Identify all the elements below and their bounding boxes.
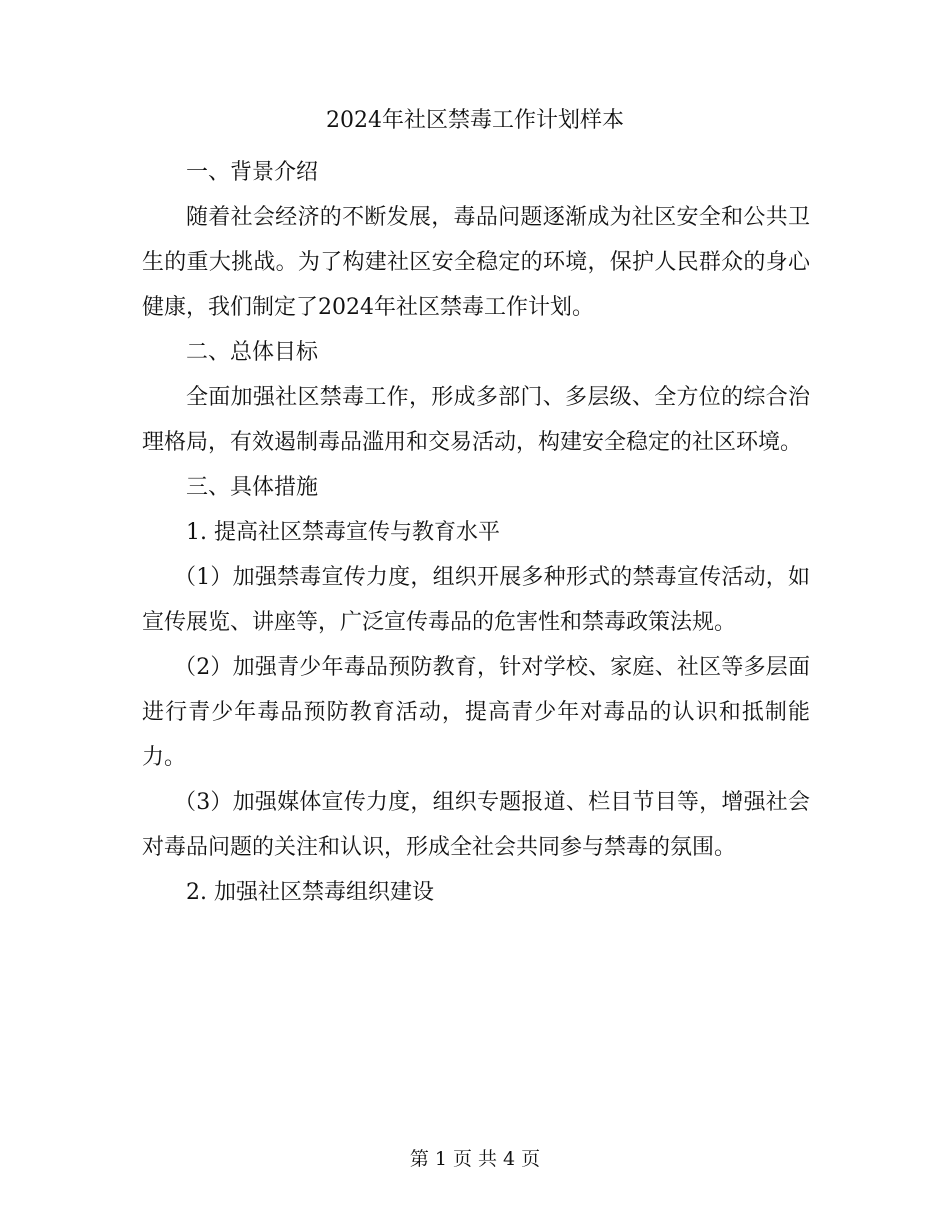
document-title: 2024年社区禁毒工作计划样本: [326, 108, 624, 133]
list-item-measure-1: （1）加强禁毒宣传力度，组织开展多种形式的禁毒宣传活动，如宣传展览、讲座等，广泛宣传毒品的危害性和禁毒政策法规。: [142, 565, 810, 635]
section-heading-overall-goal: 二、总体目标: [186, 340, 319, 365]
subsection-heading-organization: 2. 加强社区禁毒组织建设: [186, 880, 434, 905]
paragraph-background: 随着社会经济的不断发展，毒品问题逐渐成为社区安全和公共卫生的重大挑战。为了构建社区安全稳定的环境，保护人民群众的身心健康，我们制定了2024年社区禁毒工作计划。: [142, 205, 810, 320]
section-heading-measures: 三、具体措施: [186, 475, 319, 500]
subsection-heading-publicity: 1. 提高社区禁毒宣传与教育水平: [186, 520, 500, 545]
paragraph-overall-goal: 全面加强社区禁毒工作，形成多部门、多层级、全方位的综合治理格局，有效遏制毒品滥用和交易活动，构建安全稳定的社区环境。: [142, 385, 810, 455]
list-item-measure-2: （2）加强青少年毒品预防教育，针对学校、家庭、社区等多层面进行青少年毒品预防教育活动，提高青少年对毒品的认识和抵制能力。: [142, 655, 810, 770]
list-item-measure-3: （3）加强媒体宣传力度，组织专题报道、栏目节目等，增强社会对毒品问题的关注和认识，形成全社会共同参与禁毒的氛围。: [142, 790, 810, 860]
section-heading-background: 一、背景介绍: [186, 160, 319, 185]
page-number-footer: 第 1 页 共 4 页: [409, 1148, 541, 1170]
document-body: [142, 150, 810, 915]
